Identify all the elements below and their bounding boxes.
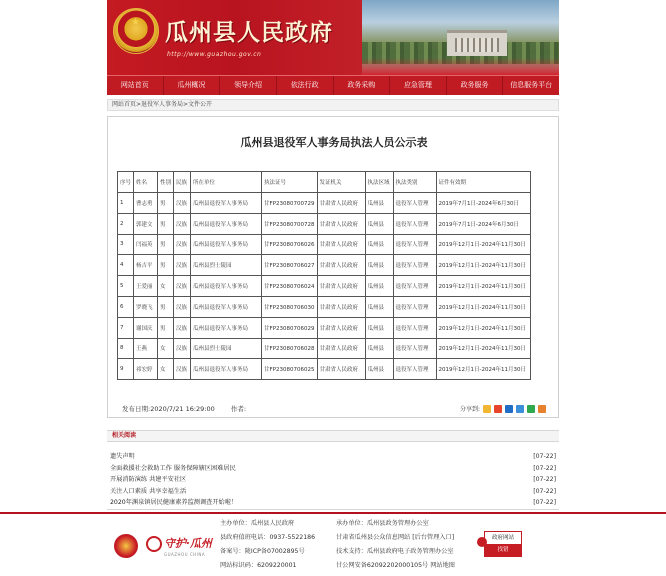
cell-cert-no: 甘FP23080706024 (262, 276, 317, 297)
report-error-badge[interactable] (484, 531, 522, 557)
related-heading: 相关阅读 (107, 430, 559, 442)
cell-category: 退役军人管理 (393, 359, 436, 380)
cell-gender: 男 (158, 255, 174, 276)
author-label: 作者: (230, 405, 247, 413)
cell-region: 瓜州县 (365, 255, 393, 276)
banner-fade (362, 58, 559, 75)
cell-cert-no: 甘FP23080700729 (262, 193, 317, 214)
cell-name: 郭建文 (134, 213, 158, 234)
cell-unit: 瓜州县退役军人事务局 (191, 276, 262, 297)
related-date: [07-22] (533, 487, 556, 495)
renren-icon[interactable] (505, 405, 513, 413)
cell-issuer: 甘肃省人民政府 (317, 359, 365, 380)
nav-overview[interactable]: 瓜州概况 (164, 76, 221, 95)
more-share-icon[interactable] (538, 405, 546, 413)
cell-ethnicity: 汉族 (174, 296, 191, 317)
table-row (118, 296, 531, 317)
table-row (118, 317, 531, 338)
cell-validity: 2019年12月1日-2024年11月30日 (436, 276, 530, 297)
related-date: [07-22] (533, 453, 556, 460)
cell-ethnicity: 汉族 (174, 359, 191, 380)
cell-issuer: 甘肃省人民政府 (317, 296, 365, 317)
cell-name: 祁宏婷 (134, 359, 158, 380)
cell-issuer: 甘肃省人民政府 (317, 338, 365, 359)
cell-index: 3 (118, 234, 134, 255)
cell-ethnicity: 汉族 (174, 213, 191, 234)
nav-services[interactable]: 政务服务 (447, 76, 504, 95)
cell-index: 2 (118, 213, 134, 234)
col-header-index: 序号 (118, 172, 134, 193)
cell-validity: 2019年12月1日-2024年11月30日 (436, 317, 530, 338)
footer-police-record[interactable]: 甘公网安备62092202000105号 网站地图 (336, 562, 455, 569)
col-header-validity: 证件有效期 (436, 172, 530, 193)
footer-sponsor: 主办单位：瓜州县人民政府 (220, 520, 295, 527)
footer-site-code: 网站标识码：6209220001 (220, 562, 297, 569)
cell-index: 8 (118, 338, 134, 359)
cell-issuer: 甘肃省人民政府 (317, 213, 365, 234)
weibo-icon[interactable] (494, 405, 502, 413)
douban-icon[interactable] (527, 405, 535, 413)
cell-cert-no: 甘FP23080706026 (262, 234, 317, 255)
cell-unit: 瓜州县退役军人事务局 (191, 193, 262, 214)
cell-unit: 瓜州县退役军人事务局 (191, 213, 262, 234)
col-header-cert-no: 执法证号 (262, 172, 317, 193)
table-row (118, 338, 531, 359)
col-header-region: 执法区域 (365, 172, 393, 193)
footer-city-logo-icon (146, 536, 162, 552)
cell-name: 王燕 (134, 338, 158, 359)
tencent-weibo-icon[interactable] (516, 405, 524, 413)
cell-category: 退役军人管理 (393, 234, 436, 255)
cell-unit: 瓜州县烈士陵园 (191, 338, 262, 359)
article-meta (122, 404, 246, 413)
cell-index: 9 (118, 359, 134, 380)
cell-unit: 瓜州县退役军人事务局 (191, 234, 262, 255)
site-url: http://www.guazhou.gov.cn (167, 51, 262, 58)
cell-issuer: 甘肃省人民政府 (317, 255, 365, 276)
cell-validity: 2019年12月1日-2024年11月30日 (436, 338, 530, 359)
cell-unit: 瓜州县退役军人事务局 (191, 296, 262, 317)
badge-bottom-text: 找错 (485, 544, 521, 556)
nav-info-platform[interactable]: 信息服务平台 (510, 81, 553, 89)
cell-gender: 男 (158, 234, 174, 255)
related-link[interactable]: 关注人口素质 共享幸福生活 (110, 487, 187, 495)
table-row (118, 234, 531, 255)
list-item[interactable] (110, 463, 556, 475)
footer-city-logo-subtext: GUAZHOU CHINA (164, 552, 206, 557)
cell-validity: 2019年12月1日-2024年11月30日 (436, 255, 530, 276)
table-header-row (118, 172, 531, 193)
related-date: [07-22] (533, 464, 556, 472)
nav-home[interactable]: 网站首页 (107, 76, 164, 95)
cell-region: 瓜州县 (365, 213, 393, 234)
related-list (110, 451, 556, 509)
header-banner (107, 0, 559, 75)
cell-cert-no: 甘FP23080706030 (262, 296, 317, 317)
site-title: 瓜州县人民政府 (165, 19, 333, 46)
article-panel (107, 116, 559, 418)
cell-cert-no: 甘FP23080706028 (262, 338, 317, 359)
cell-unit: 瓜州县烈士陵园 (191, 255, 262, 276)
cell-index: 1 (118, 193, 134, 214)
cell-category: 退役军人管理 (393, 255, 436, 276)
cell-gender: 男 (158, 296, 174, 317)
cell-issuer: 甘肃省人民政府 (317, 317, 365, 338)
cell-category: 退役军人管理 (393, 193, 436, 214)
cell-name: 谢国庆 (134, 317, 158, 338)
publish-date: 发布日期:2020/7/21 16:29:00 (122, 405, 215, 413)
document-title: 瓜州县退役军人事务局执法人员公示表 (240, 136, 428, 149)
list-item[interactable] (110, 451, 556, 463)
footer (0, 512, 666, 576)
cell-cert-no: 甘FP23080706025 (262, 359, 317, 380)
nav-leaders[interactable]: 领导介绍 (220, 76, 277, 95)
cell-category: 退役军人管理 (393, 213, 436, 234)
cell-gender: 男 (158, 317, 174, 338)
cell-name: 杨吉平 (134, 255, 158, 276)
qzone-icon[interactable] (483, 405, 491, 413)
banner-building (447, 30, 507, 56)
cell-region: 瓜州县 (365, 234, 393, 255)
col-header-unit: 所在单位 (191, 172, 262, 193)
cell-validity: 2019年7月1日-2024年6月30日 (436, 193, 530, 214)
cell-ethnicity: 汉族 (174, 255, 191, 276)
nav-procurement[interactable]: 政务采购 (334, 76, 391, 95)
cell-index: 6 (118, 296, 134, 317)
cell-gender: 男 (158, 193, 174, 214)
cell-region: 瓜州县 (365, 338, 393, 359)
footer-city-logo-text: 守护·瓜州 (164, 537, 212, 550)
divider (107, 509, 559, 510)
list-item[interactable] (110, 474, 556, 486)
cell-region: 瓜州县 (365, 296, 393, 317)
related-link[interactable]: 全面救援社会救助工作 服务保障辖区困难居民 (110, 464, 236, 472)
table-row (118, 359, 531, 380)
footer-organizer: 承办单位：瓜州县政务管理办公室 (336, 520, 429, 527)
national-emblem-icon (113, 8, 159, 54)
cell-category: 退役军人管理 (393, 317, 436, 338)
cell-index: 7 (118, 317, 134, 338)
cell-category: 退役军人管理 (393, 338, 436, 359)
cell-ethnicity: 汉族 (174, 276, 191, 297)
cell-name: 罗晓飞 (134, 296, 158, 317)
cell-cert-no: 甘FP23080706029 (262, 317, 317, 338)
emblem-star-icon: ★ (131, 17, 140, 28)
gov-seal-icon (477, 537, 487, 547)
cell-category: 退役军人管理 (393, 276, 436, 297)
table-row (118, 213, 531, 234)
col-header-category: 执法类别 (393, 172, 436, 193)
table-row (118, 255, 531, 276)
footer-info-right (336, 517, 455, 573)
cell-validity: 2019年12月1日-2024年11月30日 (436, 234, 530, 255)
nav-emergency[interactable]: 应急管理 (390, 76, 447, 95)
cell-validity: 2019年7月1日-2024年6月30日 (436, 213, 530, 234)
cell-unit: 瓜州县退役军人事务局 (191, 359, 262, 380)
footer-duty-phone: 县政府值班电话：0937-5522186 (220, 534, 316, 541)
cell-name: 王爱丽 (134, 276, 158, 297)
cell-index: 5 (118, 276, 134, 297)
share-label: 分享到: (459, 406, 480, 413)
col-header-gender: 性别 (158, 172, 174, 193)
cell-region: 瓜州县 (365, 317, 393, 338)
related-link[interactable]: 开展消防演练 共建平安社区 (110, 476, 187, 484)
nav-law-administration[interactable]: 依法行政 (277, 76, 334, 95)
related-date: [07-22] (533, 476, 556, 484)
cell-validity: 2019年12月1日-2024年11月30日 (436, 359, 530, 380)
cell-name: 闫福英 (134, 234, 158, 255)
cell-gender: 女 (158, 338, 174, 359)
cell-region: 瓜州县 (365, 359, 393, 380)
related-date: [07-22] (533, 499, 556, 507)
col-header-name: 姓名 (134, 172, 158, 193)
cell-category: 退役军人管理 (393, 296, 436, 317)
cell-gender: 女 (158, 276, 174, 297)
cell-region: 瓜州县 (365, 276, 393, 297)
cell-unit: 瓜州县退役军人事务局 (191, 317, 262, 338)
footer-admin-link[interactable]: 甘肃省瓜州县公众信息网站 [后台管理入口] (336, 534, 455, 541)
staff-table (117, 171, 531, 380)
cell-ethnicity: 汉族 (174, 193, 191, 214)
badge-top-text: 政府网站 (491, 535, 514, 541)
cell-ethnicity: 汉族 (174, 338, 191, 359)
cell-issuer: 甘肃省人民政府 (317, 193, 365, 214)
cell-region: 瓜州县 (365, 193, 393, 214)
main-nav (107, 75, 559, 95)
cell-gender: 男 (158, 213, 174, 234)
col-header-ethnicity: 民族 (174, 172, 191, 193)
cell-ethnicity: 汉族 (174, 317, 191, 338)
table-row (118, 276, 531, 297)
cell-index: 4 (118, 255, 134, 276)
breadcrumb[interactable]: 网站首页>退役军人事务局>文件公开 (107, 99, 559, 111)
footer-tech-support: 技术支持：瓜州县政府电子政务管理办公室 (336, 548, 454, 555)
table-row (118, 193, 531, 214)
cell-gender: 女 (158, 359, 174, 380)
share-bar (460, 404, 546, 413)
cell-name: 曹志勇 (134, 193, 158, 214)
list-item[interactable] (110, 497, 556, 509)
cell-issuer: 甘肃省人民政府 (317, 276, 365, 297)
col-header-issuer: 发证机关 (317, 172, 365, 193)
cell-validity: 2019年12月1日-2024年11月30日 (436, 296, 530, 317)
cell-cert-no: 甘FP23080700728 (262, 213, 317, 234)
footer-info-left (220, 517, 315, 573)
footer-icp[interactable]: 备案号：陇ICP备07002895号 (220, 548, 305, 555)
cell-cert-no: 甘FP23080706027 (262, 255, 317, 276)
footer-party-emblem-icon (114, 534, 138, 558)
cell-ethnicity: 汉族 (174, 234, 191, 255)
related-link[interactable]: 遗失声明 (110, 453, 135, 460)
cell-issuer: 甘肃省人民政府 (317, 234, 365, 255)
list-item[interactable] (110, 486, 556, 498)
related-link[interactable]: 2020年渊泉镇居民健康素养监测调查开始啦！ (110, 499, 238, 507)
